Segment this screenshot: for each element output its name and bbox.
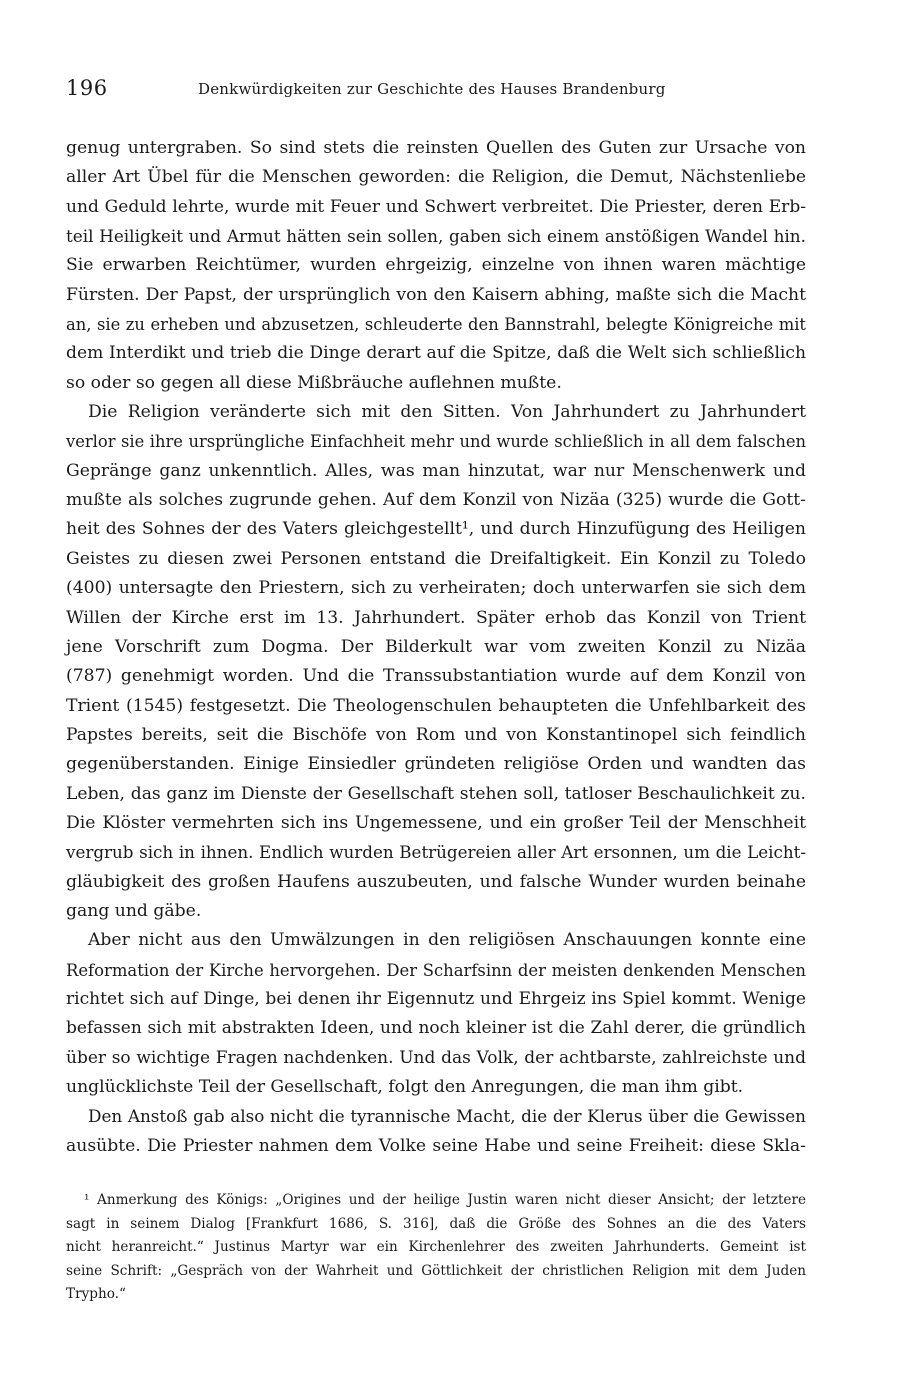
text-line: richtet sich auf Dinge, bei denen ihr Eigennutz und Ehrgeiz ins Spiel kommt. Wenige (66, 988, 806, 1009)
text-line: Die Klöster vermehrten sich ins Ungemessene, und ein großer Teil der Menschheit (66, 812, 806, 833)
text-line: (787) genehmigt worden. Und die Transsubstantiation wurde auf dem Konzil von (66, 666, 806, 687)
text-line: aller Art Übel für die Menschen geworden: die Religion, die Demut, Nächstenliebe (66, 167, 806, 188)
text-line: ausübte. Die Priester nahmen dem Volke seine Habe und seine Freiheit: diese Skla- (66, 1135, 806, 1156)
text-line: heit des Sohnes der des Vaters gleichgestellt¹, und durch Hinzufügung des Heiligen (66, 519, 806, 540)
running-head: Denkwürdigkeiten zur Geschichte des Hauses Brandenburg (198, 80, 666, 98)
text-line: so oder so gegen all diese Mißbräuche auflehnen mußte. (66, 372, 562, 393)
footnote-line: seine Schrift: „Gespräch von der Wahrheit und Göttlichkeit der christlichen Religion mit dem Juden (66, 1262, 806, 1279)
text-line: genug untergraben. So sind stets die reinsten Quellen des Guten zur Ursache von (66, 138, 806, 158)
text-line: Leben, das ganz im Dienste der Gesellschaft stehen soll, tatloser Beschaulichkeit zu. (66, 783, 806, 804)
text-line: Gepränge ganz unkenntlich. Alles, was man hinzutat, war nur Menschenwerk und (66, 460, 806, 481)
footnote-line: ¹ Anmerkung des Königs: „Origines und der heilige Justin waren nicht dieser Ansicht; der letztere (84, 1192, 806, 1208)
text-line: teil Heiligkeit und Armut hätten sein sollen, gaben sich einem anstößigen Wandel hin. (66, 226, 806, 247)
text-line: an, sie zu erheben und abzusetzen, schleuderte den Bannstrahl, belegte Königreiche mit (66, 315, 806, 335)
text-line: Fürsten. Der Papst, der ursprünglich von den Kaisern abhing, maßte sich die Macht (66, 284, 806, 305)
text-line: Den Anstoß gab also nicht die tyrannische Macht, die der Klerus über die Gewissen (88, 1106, 806, 1127)
text-line: mußte als solches zugrunde gehen. Auf dem Konzil von Nizäa (325) wurde die Gott- (66, 490, 806, 511)
footnote-line: nicht heranreicht.“ Justinus Martyr war ein Kirchenlehrer des zweiten Jahrhunderts. Gemeint ist (66, 1239, 806, 1255)
text-line: dem Interdikt und trieb die Dinge derart auf die Spitze, daß die Welt sich schließlich (66, 343, 806, 364)
text-line: Reformation der Kirche hervorgehen. Der Scharfsinn der meisten denkenden Menschen (66, 960, 806, 980)
text-line: Die Religion veränderte sich mit den Sitten. Von Jahrhundert zu Jahrhundert (88, 402, 806, 423)
text-line: Sie erwarben Reichtümer, wurden ehrgeizig, einzelne von ihnen waren mächtige (66, 255, 806, 276)
text-line: Willen der Kirche erst im 13. Jahrhundert. Später erhob das Konzil von Trient (66, 607, 806, 628)
text-line: gläubigkeit des großen Haufens auszubeuten, und falsche Wunder wurden beinahe (66, 871, 806, 892)
footnote-line: sagt in seinem Dialog [Frankfurt 1686, S. 316], daß die Größe des Sohnes an die des Vaters (66, 1215, 806, 1232)
text-line: unglücklichste Teil der Gesellschaft, folgt den Anregungen, die man ihm gibt. (66, 1077, 744, 1097)
footnote-block (66, 1189, 806, 1307)
text-line: gegenüberstanden. Einige Einsiedler gründeten religiöse Orden und wandten das (66, 754, 806, 775)
text-line: jene Vorschrift zum Dogma. Der Bilderkult war vom zweiten Konzil zu Nizäa (66, 636, 806, 657)
footnote-line: Trypho.“ (66, 1286, 126, 1302)
text-line: verlor sie ihre ursprüngliche Einfachheit mehr und wurde schließlich in all dem falschen (66, 432, 806, 452)
text-line: (400) untersagte den Priestern, sich zu verheiraten; doch unterwarfen sie sich dem (66, 578, 806, 599)
text-line: Trient (1545) festgesetzt. Die Theologenschulen behaupteten die Unfehlbarkeit des (66, 695, 806, 716)
main-text (66, 134, 806, 1161)
text-line: über so wichtige Fragen nachdenken. Und das Volk, der achtbarste, zahlreichste und (66, 1047, 806, 1068)
text-line: befassen sich mit abstrakten Ideen, und noch kleiner ist die Zahl derer, die gründlich (66, 1018, 806, 1039)
text-line: gang und gäbe. (66, 900, 202, 921)
text-line: Aber nicht aus den Umwälzungen in den religiösen Anschauungen konnte eine (88, 930, 806, 951)
text-line: vergrub sich in ihnen. Endlich wurden Betrügereien aller Art ersonnen, um die Leicht- (66, 842, 806, 863)
text-line: Papstes bereits, seit die Bischöfe von Rom und von Konstantinopel sich feindlich (66, 724, 806, 745)
text-line: Geistes zu diesen zwei Personen entstand die Dreifaltigkeit. Ein Konzil zu Toledo (66, 548, 806, 569)
page-header (66, 72, 834, 106)
page-number: 196 (66, 76, 108, 100)
text-line: und Geduld lehrte, wurde mit Feuer und Schwert verbreitet. Die Priester, deren Erb- (66, 196, 806, 217)
